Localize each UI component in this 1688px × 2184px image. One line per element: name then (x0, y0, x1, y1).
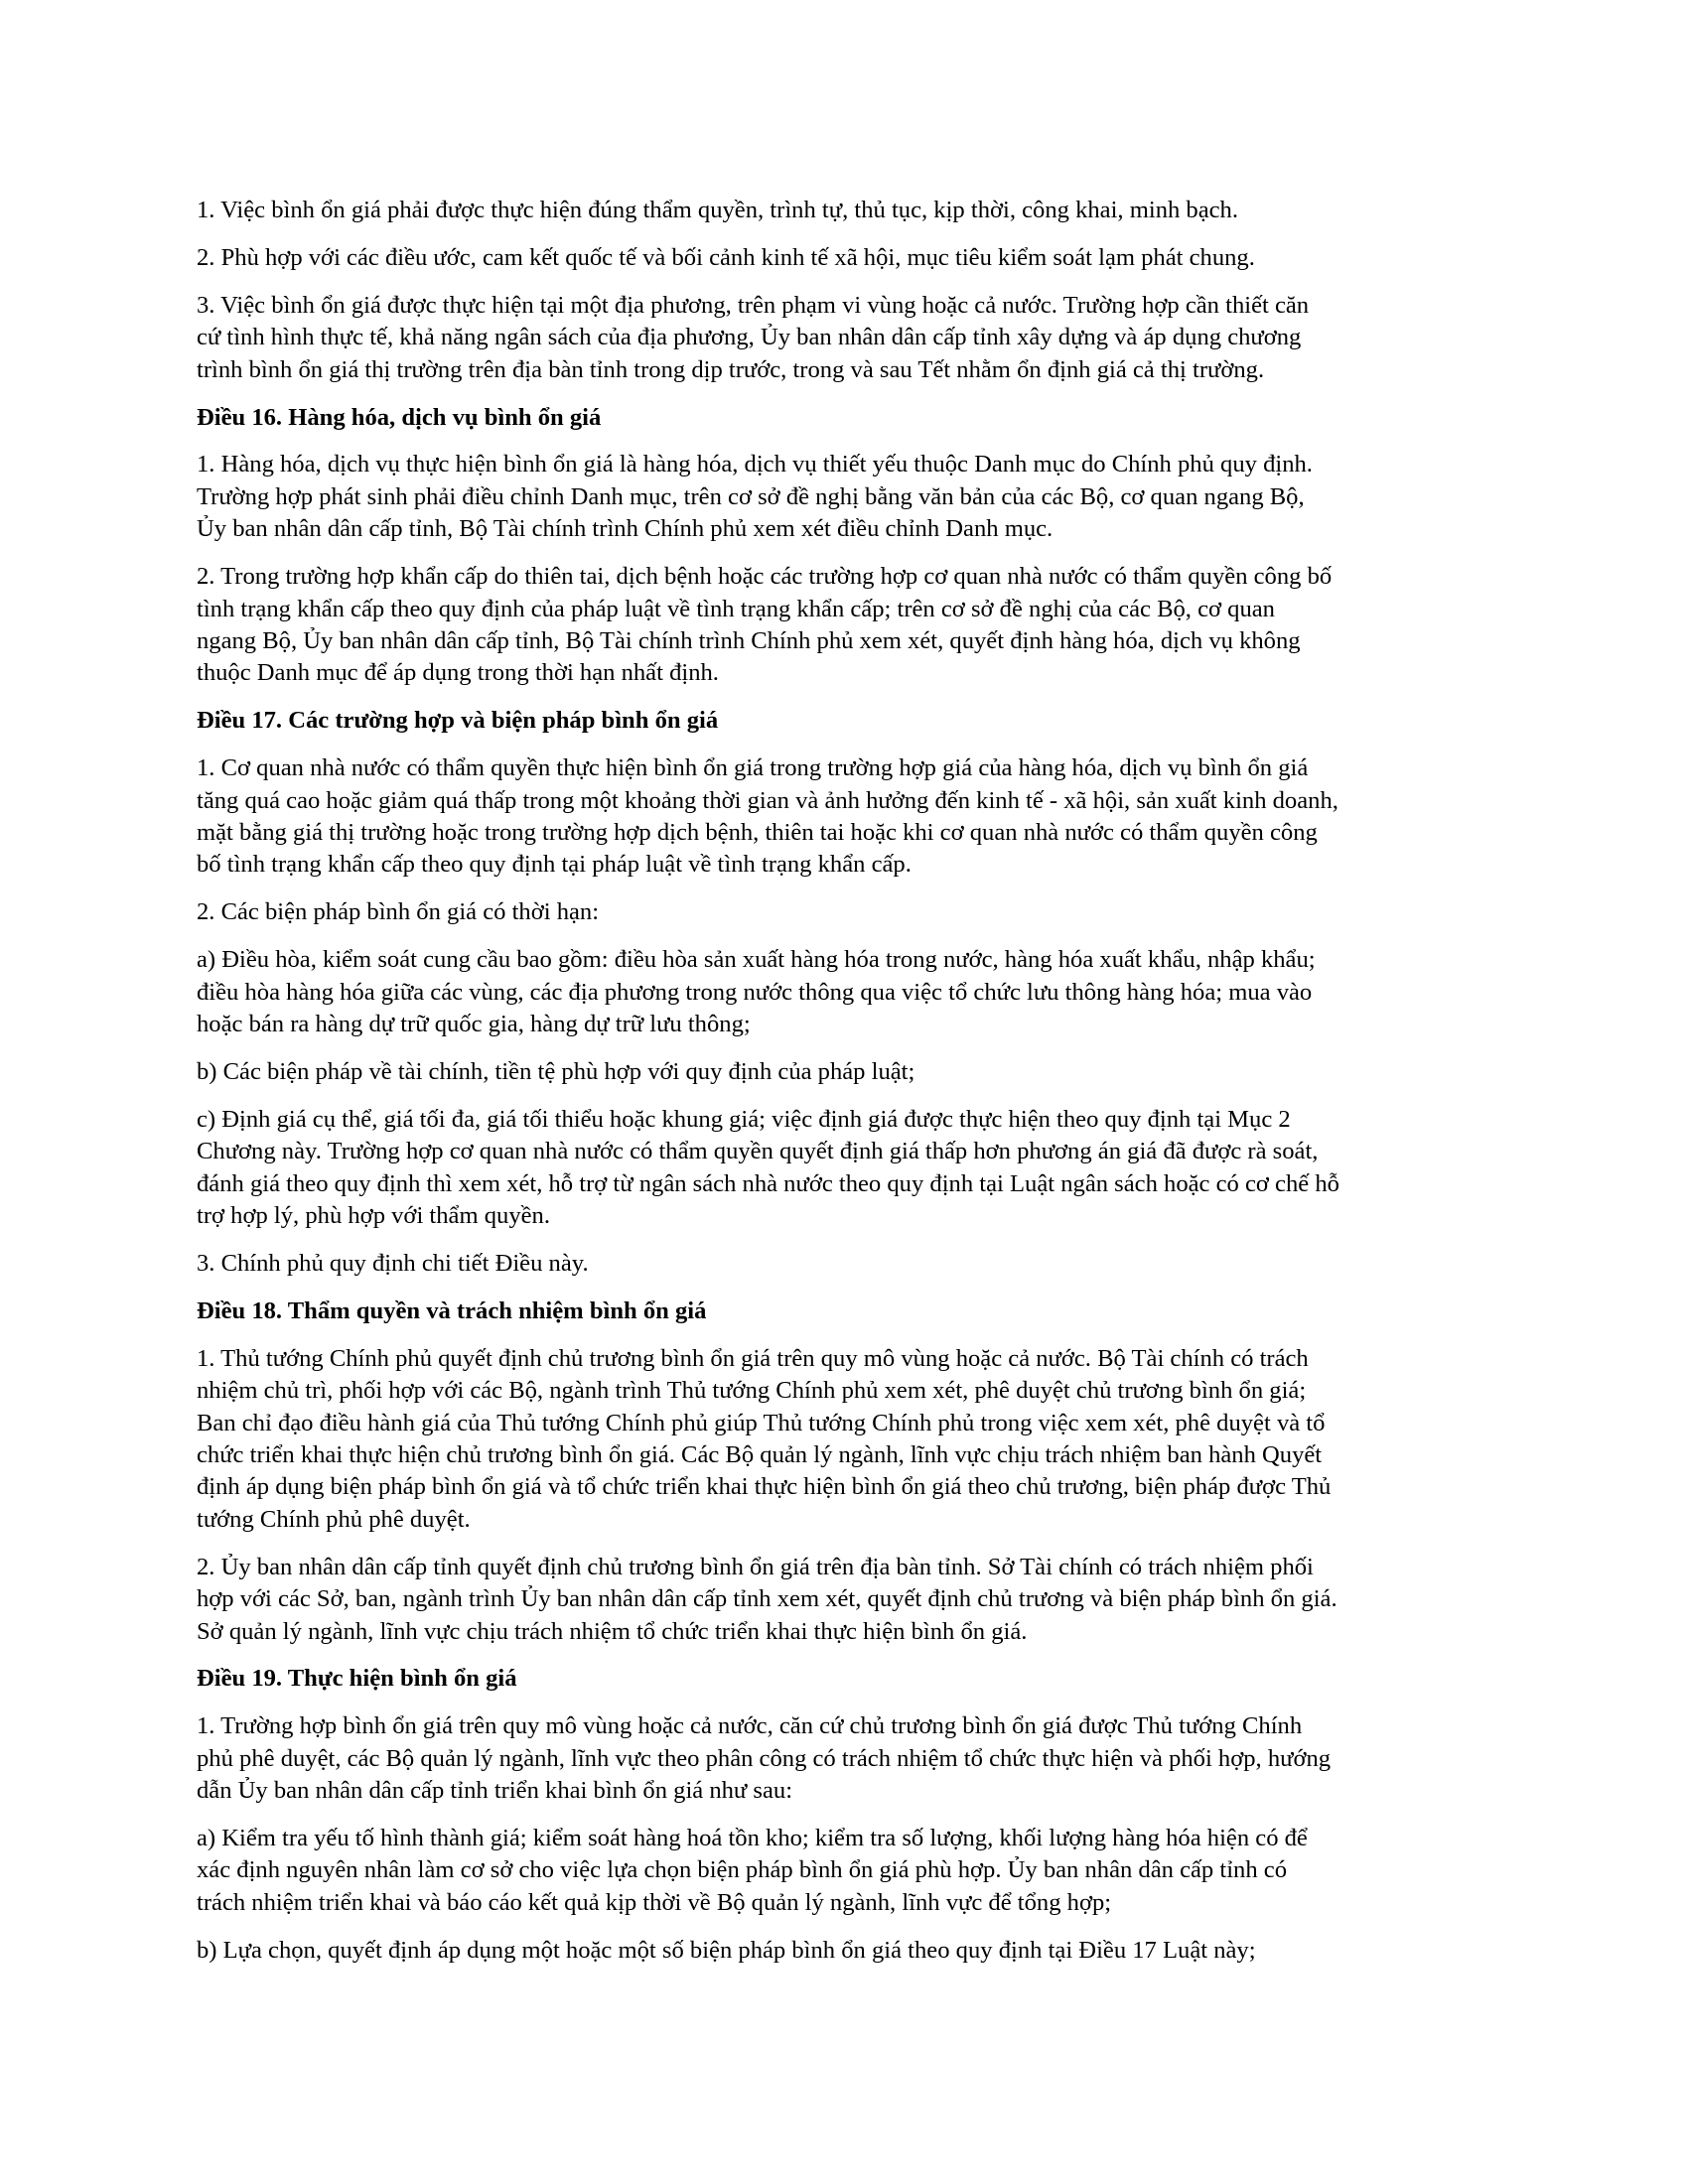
paragraph: b) Lựa chọn, quyết định áp dụng một hoặc một số biện pháp bình ổn giá theo quy định tại Điều 17 Luật này; (197, 1936, 1256, 1964)
paragraph: 2. Ủy ban nhân dân cấp tỉnh quyết định chủ trương bình ổn giá trên địa bàn tỉnh. Sở Tài chính có trách nhiệm phối hợp với các Sở, ban, ngành trình Ủy ban nhân dân cấp tỉnh xem xét, quyết định chủ trương và biện pháp bình ổn giá. Sở quản lý ngành, lĩnh vực chịu trách nhiệm tổ chức triển khai thực hiện bình ổn giá. (197, 1553, 1337, 1645)
paragraph: 1. Việc bình ổn giá phải được thực hiện đúng thẩm quyền, trình tự, thủ tục, kịp thời, công khai, minh bạch. (197, 197, 1239, 223)
paragraph: a) Kiểm tra yếu tố hình thành giá; kiểm soát hàng hoá tồn kho; kiểm tra số lượng, khối lượng hàng hóa hiện có để xác định nguyên nhân làm cơ sở cho việc lựa chọn biện pháp bình ổn giá phù hợp. Ủy ban nhân dân cấp tỉnh có trách nhiệm triển khai và báo cáo kết quả kịp thời về Bộ quản lý ngành, lĩnh vực để tổng hợp; (197, 1825, 1308, 1916)
paragraph: 2. Các biện pháp bình ổn giá có thời hạn: (197, 898, 600, 926)
document-page (197, 195, 1493, 1982)
paragraph: 1. Trường hợp bình ổn giá trên quy mô vùng hoặc cả nước, căn cứ chủ trương bình ổn giá được Thủ tướng Chính phủ phê duyệt, các Bộ quản lý ngành, lĩnh vực theo phân công có trách nhiệm tổ chức thực hiện và phối hợp, hướng dẫn Ủy ban nhân dân cấp tỉnh triển khai bình ổn giá như sau: (197, 1712, 1332, 1805)
article-heading: Điều 18. Thẩm quyền và trách nhiệm bình ổn giá (197, 1297, 707, 1324)
paragraph: a) Điều hòa, kiểm soát cung cầu bao gồm: điều hòa sản xuất hàng hóa trong nước, hàng hóa xuất khẩu, nhập khẩu; điều hòa hàng hóa giữa các vùng, các địa phương trong nước thông qua việc tổ chức lưu thông hàng hóa; mua vào hoặc bán ra hàng dự trữ quốc gia, hàng dự trữ lưu thông; (197, 946, 1316, 1038)
paragraph: 2. Trong trường hợp khẩn cấp do thiên tai, dịch bệnh hoặc các trường hợp cơ quan nhà nước có thẩm quyền công bố tình trạng khẩn cấp theo quy định của pháp luật về tình trạng khẩn cấp; trên cơ sở đề nghị của các Bộ, cơ quan ngang Bộ, Ủy ban nhân dân cấp tỉnh, Bộ Tài chính trình Chính phủ xem xét, quyết định hàng hóa, dịch vụ không thuộc Danh mục để áp dụng trong thời hạn nhất định. (197, 563, 1333, 687)
paragraph: 2. Phù hợp với các điều ước, cam kết quốc tế và bối cảnh kinh tế xã hội, mục tiêu kiểm soát lạm phát chung. (197, 243, 1255, 271)
article-heading: Điều 17. Các trường hợp và biện pháp bình ổn giá (197, 707, 719, 735)
paragraph: b) Các biện pháp về tài chính, tiền tệ phù hợp với quy định của pháp luật; (197, 1057, 915, 1085)
paragraph: 3. Việc bình ổn giá được thực hiện tại một địa phương, trên phạm vi vùng hoặc cả nước. Trường hợp cần thiết căn cứ tình hình thực tế, khả năng ngân sách của địa phương, Ủy ban nhân dân cấp tỉnh xây dựng và áp dụng chương trình bình ổn giá thị trường trên địa bàn tỉnh trong dịp trước, trong và sau Tết nhằm ổn định giá cả thị trường. (197, 291, 1310, 383)
paragraph: 1. Cơ quan nhà nước có thẩm quyền thực hiện bình ổn giá trong trường hợp giá của hàng hóa, dịch vụ bình ổn giá tăng quá cao hoặc giảm quá thấp trong một khoảng thời gian và ảnh hưởng đến kinh tế - xã hội, sản xuất kinh doanh, mặt bằng giá thị trường hoặc trong trường hợp dịch bệnh, thiên tai hoặc khi cơ quan nhà nước có thẩm quyền công bố tình trạng khẩn cấp theo quy định tại pháp luật về tình trạng khẩn cấp. (197, 754, 1338, 879)
article-heading: Điều 16. Hàng hóa, dịch vụ bình ổn giá (197, 403, 602, 431)
paragraph: c) Định giá cụ thể, giá tối đa, giá tối thiểu hoặc khung giá; việc định giá được thực hiện theo quy định tại Mục 2 Chương này. Trường hợp cơ quan nhà nước có thẩm quyền quyết định giá thấp hơn phương án giá đã được rà soát, đánh giá theo quy định thì xem xét, hỗ trợ từ ngân sách nhà nước theo quy định tại Luật ngân sách hoặc có cơ chế hỗ trợ hợp lý, phù hợp với thẩm quyền. (197, 1105, 1339, 1230)
article-heading: Điều 19. Thực hiện bình ổn giá (197, 1665, 517, 1693)
paragraph: 1. Thủ tướng Chính phủ quyết định chủ trương bình ổn giá trên quy mô vùng hoặc cả nước. Bộ Tài chính có trách nhiệm chủ trì, phối hợp với các Bộ, ngành trình Thủ tướng Chính phủ xem xét, phê duyệt chủ trương bình ổn giá; Ban chỉ đạo điều hành giá của Thủ tướng Chính phủ giúp Thủ tướng Chính phủ trong việc xem xét, phê duyệt và tổ chức triển khai thực hiện chủ trương bình ổn giá. Các Bộ quản lý ngành, lĩnh vực chịu trách nhiệm ban hành Quyết định áp dụng biện pháp bình ổn giá và tổ chức triển khai thực hiện bình ổn giá theo chủ trương, biện pháp được Thủ tướng Chính phủ phê duyệt. (197, 1344, 1332, 1533)
paragraph: 3. Chính phủ quy định chi tiết Điều này. (197, 1249, 589, 1277)
paragraph: 1. Hàng hóa, dịch vụ thực hiện bình ổn giá là hàng hóa, dịch vụ thiết yếu thuộc Danh mục do Chính phủ quy định. Trường hợp phát sinh phải điều chỉnh Danh mục, trên cơ sở đề nghị bằng văn bản của các Bộ, cơ quan ngang Bộ, Ủy ban nhân dân cấp tỉnh, Bộ Tài chính trình Chính phủ xem xét điều chỉnh Danh mục. (197, 451, 1313, 543)
